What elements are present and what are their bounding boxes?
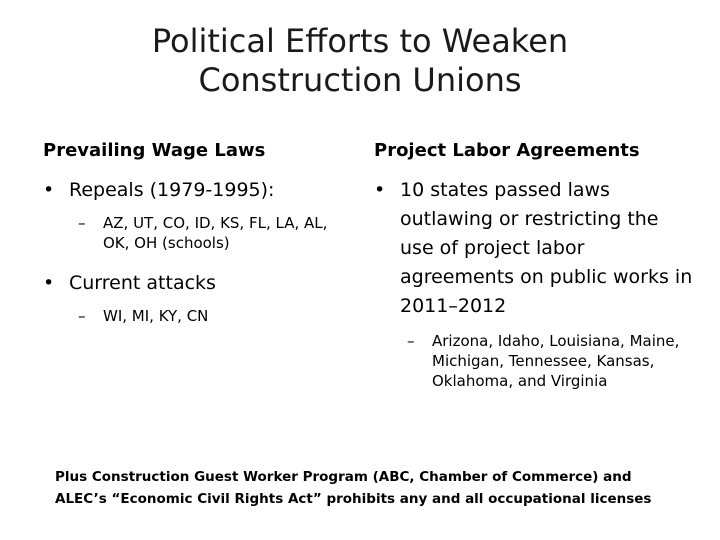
dash-marker: –	[407, 332, 415, 350]
dash-marker: –	[78, 307, 86, 325]
right-sub-bullet-1-text: Arizona, Idaho, Louisiana, Maine, Michigan, Tennessee, Kansas, Oklahoma, and Virginia	[432, 332, 680, 390]
left-sub-bullet-1-text: AZ, UT, CO, ID, KS, FL, LA, AL, OK, OH (schools)	[103, 214, 328, 252]
slide-title-line-2: Construction Unions	[198, 61, 522, 99]
right-bullet-1	[374, 176, 694, 321]
left-bullet-2-text: Current attacks	[69, 272, 216, 294]
dash-marker: –	[78, 214, 86, 232]
left-sub-bullet-2-text: WI, MI, KY, CN	[103, 307, 209, 325]
right-bullet-1-text: 10 states passed laws outlawing or restricting the use of project labor agreements on public works in 2011–2012	[400, 179, 693, 317]
left-column	[43, 140, 353, 326]
left-sub-bullet-1	[43, 213, 353, 253]
right-column	[374, 140, 694, 391]
bullet-marker: •	[43, 272, 55, 294]
bullet-marker: •	[374, 179, 386, 201]
footer-line-2: ALEC’s “Economic Civil Rights Act” prohibits any and all occupational licenses	[55, 491, 652, 507]
slide-title-line-1: Political Efforts to Weaken	[151, 22, 569, 60]
left-sub-bullet-2	[43, 306, 353, 326]
footer-note	[55, 466, 695, 510]
left-column-heading: Prevailing Wage Laws	[43, 140, 266, 161]
bullet-marker: •	[43, 179, 55, 201]
slide-title	[60, 22, 660, 100]
left-bullet-2	[43, 269, 353, 298]
right-column-heading: Project Labor Agreements	[374, 140, 640, 161]
right-sub-bullet-1	[374, 331, 694, 391]
footer-line-1: Plus Construction Guest Worker Program (ABC, Chamber of Commerce) and	[55, 469, 632, 485]
left-bullet-1-text: Repeals (1979-1995):	[69, 179, 275, 201]
left-bullet-1	[43, 176, 353, 205]
